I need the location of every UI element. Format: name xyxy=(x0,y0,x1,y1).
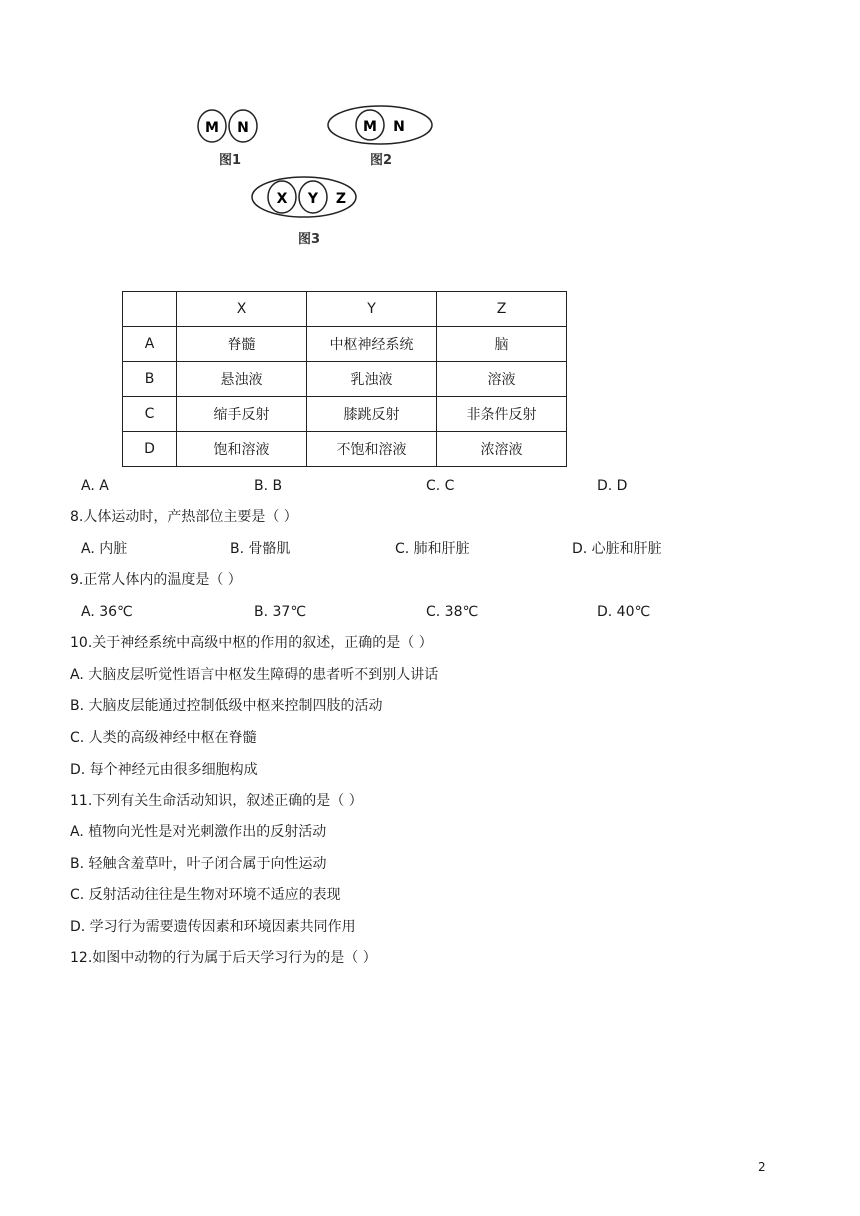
q11-option-d: D. 学习行为需要遗传因素和环境因素共同作用 xyxy=(70,919,356,935)
table-cell: 脊髓 xyxy=(177,327,307,362)
page-number: 2 xyxy=(758,1160,766,1174)
fig3-label-x: X xyxy=(276,191,288,207)
q10-option-c: C. 人类的高级神经中枢在脊髓 xyxy=(70,730,257,746)
q12-stem: 12.如图中动物的行为属于后天学习行为的是（ ） xyxy=(70,950,377,966)
table-cell: 非条件反射 xyxy=(437,397,567,432)
table-cell: 饱和溶液 xyxy=(177,432,307,467)
q10-option-d: D. 每个神经元由很多细胞构成 xyxy=(70,762,258,778)
fig1-label-m: M xyxy=(205,120,219,136)
q9-stem: 9.正常人体内的温度是（ ） xyxy=(70,572,242,588)
table-cell: D xyxy=(123,432,177,467)
figure-1-diagram xyxy=(195,108,265,146)
figure-1-caption: 图1 xyxy=(219,153,242,168)
q8-option-b: B. 骨骼肌 xyxy=(230,541,291,557)
figure-2-caption: 图2 xyxy=(370,153,393,168)
table-cell: A xyxy=(123,327,177,362)
table-header-cell: Y xyxy=(307,292,437,327)
q8-option-c: C. 肺和肝脏 xyxy=(395,541,470,557)
q9-option-c: C. 38℃ xyxy=(426,604,479,620)
table-cell: 溶液 xyxy=(437,362,567,397)
table-row xyxy=(123,327,567,362)
table-header-cell: Z xyxy=(437,292,567,327)
table-cell: B xyxy=(123,362,177,397)
table-header-cell: X xyxy=(177,292,307,327)
q11-option-b: B. 轻触含羞草叶，叶子闭合属于向性运动 xyxy=(70,856,327,872)
table-cell: 不饱和溶液 xyxy=(307,432,437,467)
table-cell: 乳浊液 xyxy=(307,362,437,397)
table-row xyxy=(123,397,567,432)
table-row xyxy=(123,362,567,397)
fig2-label-m: M xyxy=(363,119,377,135)
outer-ellipse-n xyxy=(328,106,432,144)
table-cell: 悬浊液 xyxy=(177,362,307,397)
table-cell: 浓溶液 xyxy=(437,432,567,467)
table-header-row xyxy=(123,292,567,327)
q11-option-a: A. 植物向光性是对光刺激作出的反射活动 xyxy=(70,824,327,840)
figure-2-diagram xyxy=(325,104,437,148)
q9-option-b: B. 37℃ xyxy=(254,604,307,620)
table-cell: C xyxy=(123,397,177,432)
q10-option-b: B. 大脑皮层能通过控制低级中枢来控制四肢的活动 xyxy=(70,698,383,714)
q10-option-a: A. 大脑皮层听觉性语言中枢发生障碍的患者听不到别人讲话 xyxy=(70,667,439,683)
table-cell: 中枢神经系统 xyxy=(307,327,437,362)
table-cell: 膝跳反射 xyxy=(307,397,437,432)
q7-option-c: C. C xyxy=(426,478,455,494)
q11-option-c: C. 反射活动往往是生物对环境不适应的表现 xyxy=(70,887,341,903)
table-header-cell xyxy=(123,292,177,327)
fig1-label-n: N xyxy=(237,120,249,136)
q7-option-b: B. B xyxy=(254,478,283,494)
q8-stem: 8.人体运动时，产热部位主要是（ ） xyxy=(70,509,298,525)
fig3-label-y: Y xyxy=(307,191,319,207)
fig3-label-z: Z xyxy=(335,191,347,207)
q10-stem: 10.关于神经系统中高级中枢的作用的叙述，正确的是（ ） xyxy=(70,635,433,651)
options-table xyxy=(122,291,567,467)
table-row xyxy=(123,432,567,467)
q7-option-a: A. A xyxy=(81,478,109,494)
q11-stem: 11.下列有关生命活动知识，叙述正确的是（ ） xyxy=(70,793,363,809)
figure-3-diagram xyxy=(250,174,362,222)
q8-option-d: D. 心脏和肝脏 xyxy=(572,541,662,557)
q9-option-a: A. 36℃ xyxy=(81,604,133,620)
q7-option-d: D. D xyxy=(597,478,628,494)
q9-option-d: D. 40℃ xyxy=(597,604,651,620)
fig2-label-n: N xyxy=(393,119,405,135)
figure-3-caption: 图3 xyxy=(298,232,321,247)
table-cell: 脑 xyxy=(437,327,567,362)
q8-option-a: A. 内脏 xyxy=(81,541,128,557)
table-cell: 缩手反射 xyxy=(177,397,307,432)
